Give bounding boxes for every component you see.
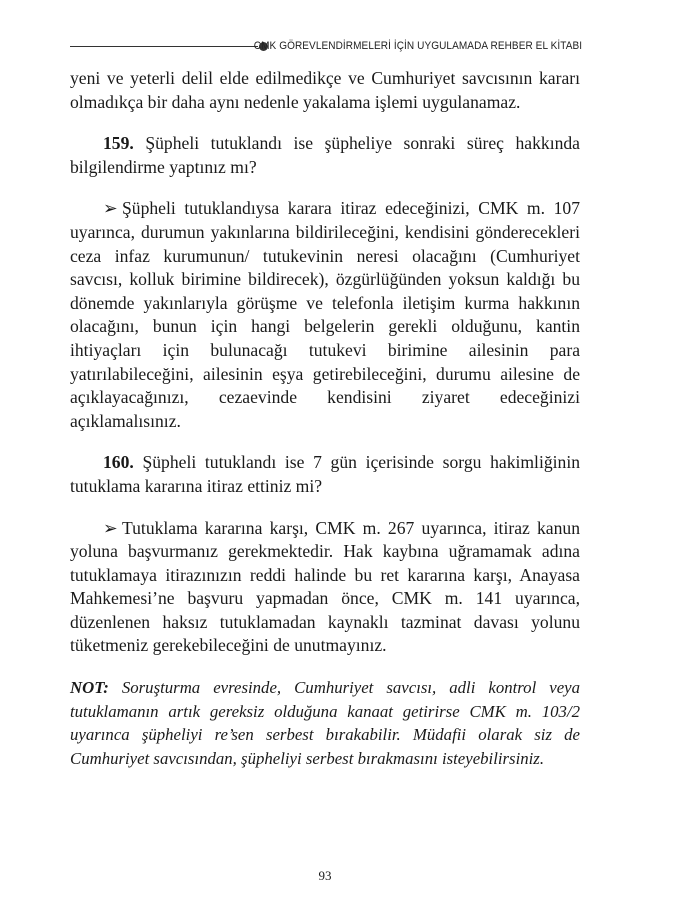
page-number: 93 [318, 868, 332, 883]
note-block [70, 676, 580, 770]
answer-159 [70, 197, 580, 433]
question-text: Şüpheli tutuklandı ise 7 gün içerisinde sorgu hakimliğinin tutuklama kararına itiraz ettiniz mi? [70, 452, 581, 496]
header-rule [70, 46, 258, 47]
running-header [70, 37, 582, 55]
question-159 [70, 132, 580, 179]
answer-text: Tutuklama kararına karşı, CMK m. 267 uyarınca, itiraz kanun yoluna başvurmanız gerekmektedir. Hak kaybına uğramamak adına tutuklamaya itirazınızın reddi halinde bu ret kararına karşı, Anayasa Mahkemesi’ne başvuru yapmadan önce, CMK m. 141 uyarınca, düzenlenen haksız tutuklamadan kaynaklı tazminat davası yolunu tüketmeniz gerekebileceğini de unutmayınız. [70, 517, 580, 656]
note-label: NOT: [70, 678, 109, 698]
answer-text: Şüpheli tutuklandıysa karara itiraz edeceğinizi, CMK m. 107 uyarınca, durumun yakınlarına bildirileceğini, kendisini gönderecekleri ceza infaz kurumunun/ tutukevinin neresi olacağını (Cumhuriyet savcısı, kolluk birimine bildirecek), özgürlüğünden yoksun kaldığı bu dönemde yakınlarıyla görüşme ve telefonla iletişim kurma hakkının olacağını, bunun için hangi belgelerin gerekli olduğunu, kantin ihtiyaçları için bulunacağı tutukevi birimine ailesinin para yatırılabileceğini, ailesinin eşya getirebileceğini, durumu ailesine de açıklayacağınızı, cezaevinde kendisini ziyaret edeceğinizi açıklamalısınız. [70, 198, 580, 431]
question-number: 160. [103, 452, 134, 473]
answer-160 [70, 517, 580, 659]
question-number: 159. [103, 133, 134, 154]
arrow-bullet-icon: ➢ [103, 517, 118, 538]
question-160 [70, 451, 580, 498]
question-text: Şüpheli tutuklandı ise şüpheliye sonraki süreç hakkında bilgilendirme yaptınız mı? [70, 133, 580, 177]
header-title: CMK GÖREVLENDİRMELERİ İÇİN UYGULAMADA REHBER EL KİTABI [253, 40, 582, 52]
note-text: Soruşturma evresinde, Cumhuriyet savcısı, adli kontrol veya tutuklamanın artık gereksiz olduğuna kanaat getirirse CMK m. 103/2 uyarınca şüpheliyi re’sen serbest bırakabilir. Müdafii olarak siz de Cumhuriyet savcısından, şüpheliyi serbest bırakmasını isteyebilirsiniz. [70, 678, 580, 768]
page-body [70, 67, 580, 788]
arrow-bullet-icon: ➢ [103, 198, 118, 219]
intro-paragraph: yeni ve yeterli delil elde edilmedikçe ve Cumhuriyet savcısının kararı olmadıkça bir daha aynı nedenle yakalama işlemi uygulanamaz. [70, 68, 580, 112]
